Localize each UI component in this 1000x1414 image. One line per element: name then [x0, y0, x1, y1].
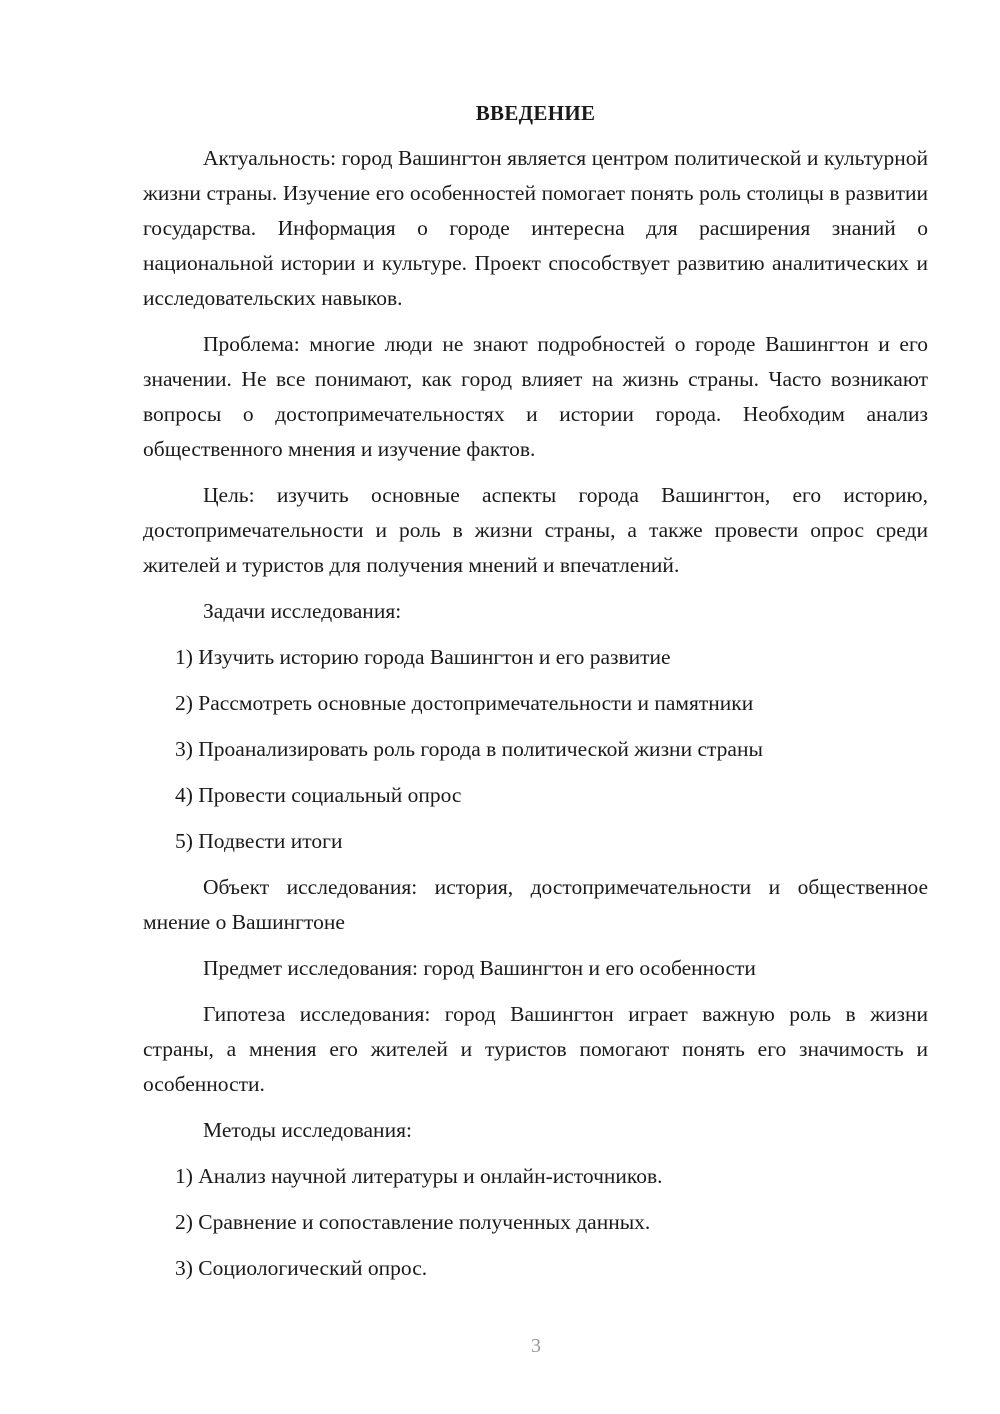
method-item: 2) Сравнение и сопоставление полученных данных.: [175, 1210, 651, 1234]
task-item: 1) Изучить историю города Вашингтон и его развитие: [175, 645, 671, 669]
task-item: 5) Подвести итоги: [175, 829, 343, 853]
relevance-paragraph: Актуальность: город Вашингтон является центром политической и культурной жизни страны. Изучение его особенностей помогает понять роль столицы в развитии государства. Информация о городе интересна для расширения знаний о национальной истории и культуре. Проект способствует развитию аналитических и исследовательских навыков.: [143, 146, 928, 310]
document-page: [143, 96, 928, 1297]
object-paragraph: Объект исследования: история, достопримечательности и общественное мнение о Вашингтоне: [143, 875, 928, 934]
task-item: 4) Провести социальный опрос: [175, 783, 462, 807]
hypothesis-paragraph: Гипотеза исследования: город Вашингтон играет важную роль в жизни страны, а мнения его жителей и туристов помогают понять его значимость и особенности.: [143, 1002, 928, 1096]
method-item: 1) Анализ научной литературы и онлайн-источников.: [175, 1164, 663, 1188]
problem-paragraph: Проблема: многие люди не знают подробностей о городе Вашингтон и его значении. Не все понимают, как город влияет на жизнь страны. Часто возникают вопросы о достопримечательностях и истории города. Необходим анализ общественного мнения и изучение фактов.: [143, 332, 928, 461]
section-title: ВВЕДЕНИЕ: [475, 101, 596, 125]
subject-line: Предмет исследования: город Вашингтон и его особенности: [203, 956, 756, 980]
method-item: 3) Социологический опрос.: [175, 1256, 428, 1280]
tasks-heading: Задачи исследования:: [203, 599, 402, 623]
methods-heading: Методы исследования:: [203, 1118, 412, 1142]
page-number: 3: [531, 1335, 541, 1357]
tasks-list: [143, 640, 928, 859]
methods-list: [143, 1159, 928, 1286]
task-item: 2) Рассмотреть основные достопримечательности и памятники: [175, 691, 754, 715]
task-item: 3) Проанализировать роль города в политической жизни страны: [175, 737, 763, 761]
goal-paragraph: Цель: изучить основные аспекты города Вашингтон, его историю, достопримечательности и роль в жизни страны, а также провести опрос среди жителей и туристов для получения мнений и впечатлений.: [143, 483, 928, 577]
